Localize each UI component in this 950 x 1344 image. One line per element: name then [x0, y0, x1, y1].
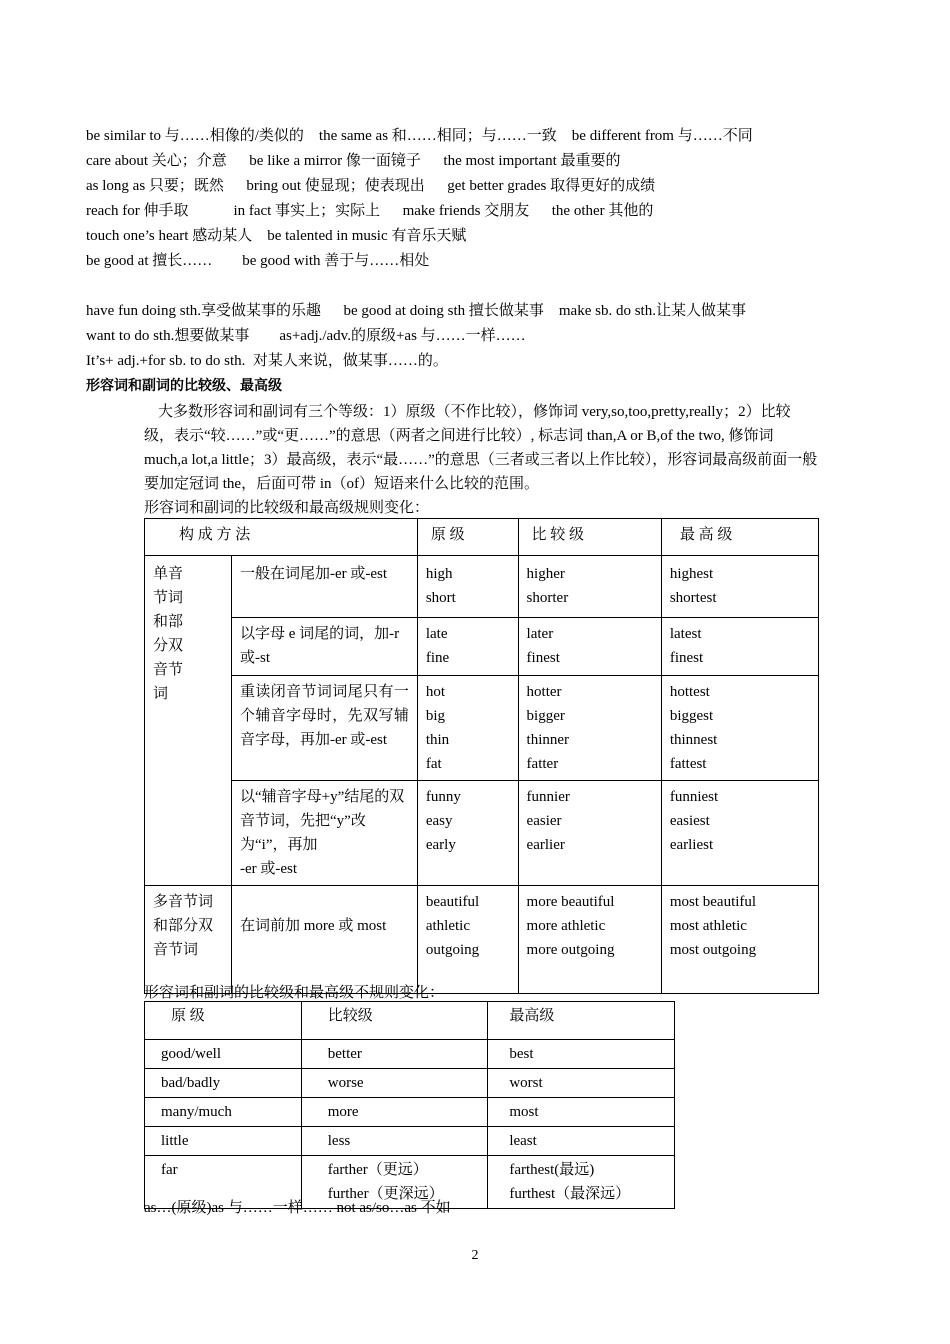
table-row — [145, 556, 819, 618]
pattern-line-2: want to do sth.想要做某事 as+adj./adv.的原级+as 与……一样…… — [86, 328, 526, 344]
rule-comparative: hotter bigger thinner fatter — [518, 676, 661, 781]
table-row — [145, 781, 819, 886]
group-label-single-text: 单音节词和部分双音节词 — [153, 566, 184, 702]
phrase-line-1: be similar to 与……相像的/类似的 the same as 和……相同；与……一致 be different from 与……不同 — [86, 128, 753, 144]
rule-superlative: latest finest — [661, 618, 818, 676]
rule-superlative: highest shortest — [661, 556, 818, 618]
phrase-line-6: be good at 擅长…… be good with 善于与……相处 — [86, 253, 430, 269]
cell-superlative: worst — [488, 1069, 675, 1098]
cell-comparative: more — [301, 1098, 488, 1127]
cell-superlative: farthest(最远) furthest（最深远） — [488, 1156, 675, 1209]
header-superlative: 最高级 — [488, 1002, 675, 1040]
table-row — [145, 1127, 675, 1156]
rule-comparative: later finest — [518, 618, 661, 676]
header-comparative: 比较级 — [301, 1002, 488, 1040]
rule-comparative: more beautiful more athletic more outgoing — [518, 886, 661, 994]
header-base: 原 级 — [417, 519, 518, 556]
phrase-line-4: reach for 伸手取 in fact 事实上；实际上 make friends 交朋友 the other 其他的 — [86, 203, 654, 219]
rule-superlative: most beautiful most athletic most outgoing — [661, 886, 818, 994]
irregular-comparison-table — [144, 1001, 675, 1209]
group-label-multi — [145, 886, 232, 994]
rule-method: 以字母 e 词尾的词，加-r 或-st — [232, 618, 418, 676]
cell-superlative: best — [488, 1040, 675, 1069]
intro-paragraph — [144, 400, 820, 496]
header-method: 构 成 方 法 — [145, 519, 418, 556]
table-row — [145, 1069, 675, 1098]
phrase-line-2: care about 关心；介意 be like a mirror 像一面镜子 the most important 最重要的 — [86, 153, 621, 169]
phrase-line-5: touch one’s heart 感动某人 be talented in music 有音乐天赋 — [86, 228, 467, 244]
cell-superlative: most — [488, 1098, 675, 1127]
rule-comparative: funnier easier earlier — [518, 781, 661, 886]
group-label-multi-text: 多音节词和部分双音节词 — [153, 894, 214, 958]
rule-superlative: hottest biggest thinnest fattest — [661, 676, 818, 781]
cell-comparative: better — [301, 1040, 488, 1069]
group-label-single — [145, 556, 232, 886]
header-base: 原 级 — [145, 1002, 302, 1040]
table-header-row — [145, 1002, 675, 1040]
table-row — [145, 886, 819, 994]
rule-method: 以“辅音字母+y”结尾的双音节词，先把“y”改为“i”，再加 -er 或-est — [232, 781, 418, 886]
rule-base: high short — [417, 556, 518, 618]
cell-comparative: less — [301, 1127, 488, 1156]
regular-comparison-table — [144, 518, 819, 994]
rule-superlative: funniest easiest earliest — [661, 781, 818, 886]
rule-base: hot big thin fat — [417, 676, 518, 781]
cell-base: little — [145, 1127, 302, 1156]
phrase-line-3: as long as 只要；既然 bring out 使显现；使表现出 get better grades 取得更好的成绩 — [86, 178, 656, 194]
rule-base: beautiful athletic outgoing — [417, 886, 518, 994]
table-row — [145, 676, 819, 781]
table-header-row — [145, 519, 819, 556]
cell-comparative: farther（更远） further（更深远） — [301, 1156, 488, 1209]
rule-base: late fine — [417, 618, 518, 676]
table-row — [145, 1098, 675, 1127]
cell-comparative: worse — [301, 1069, 488, 1098]
intro-text: 大多数形容词和副词有三个等级：1）原级（不作比较），修饰词 very,so,too,pretty,really；2）比较级，表示“较……”或“更……”的意思（两者之间进行比较）, 标志词 than,A or B,of the two, 修饰词 much,a lot,a little；3）最高级，表示“最……”的意思（三者或三者以上作比较），形容词最高级前面一般要加定冠词 the，后面可带 in（of）短语来什么比较的范围。 — [144, 404, 818, 492]
header-comparative: 比 较 级 — [518, 519, 661, 556]
irregular-caption: 形容词和副词的比较级和最高级不规则变化： — [144, 985, 445, 1001]
pattern-line-3: It’s+ adj.+for sb. to do sth. 对某人来说，做某事……的。 — [86, 353, 448, 369]
cell-base: bad/badly — [145, 1069, 302, 1098]
pattern-line-1: have fun doing sth.享受做某事的乐趣 be good at doing sth 擅长做某事 make sb. do sth.让某人做某事 — [86, 303, 746, 319]
rule-base: funny easy early — [417, 781, 518, 886]
table-row — [145, 618, 819, 676]
cell-base: many/much — [145, 1098, 302, 1127]
rule-method: 在词前加 more 或 most — [232, 886, 418, 994]
header-superlative: 最 高 级 — [661, 519, 818, 556]
regular-caption: 形容词和副词的比较级和最高级规则变化： — [144, 500, 430, 516]
cell-superlative: least — [488, 1127, 675, 1156]
rule-method: 一般在词尾加-er 或-est — [232, 556, 418, 618]
cell-base: good/well — [145, 1040, 302, 1069]
rule-comparative: higher shorter — [518, 556, 661, 618]
page-number: 2 — [471, 1248, 479, 1263]
rule-method: 重读闭音节词词尾只有一个辅音字母时，先双写辅音字母，再加-er 或-est — [232, 676, 418, 781]
section-title: 形容词和副词的比较级、最高级 — [86, 378, 282, 394]
footer-note: as…(原级)as 与……一样…… not as/so…as 不如 — [144, 1200, 451, 1216]
cell-base: far — [145, 1156, 302, 1209]
table-row — [145, 1040, 675, 1069]
